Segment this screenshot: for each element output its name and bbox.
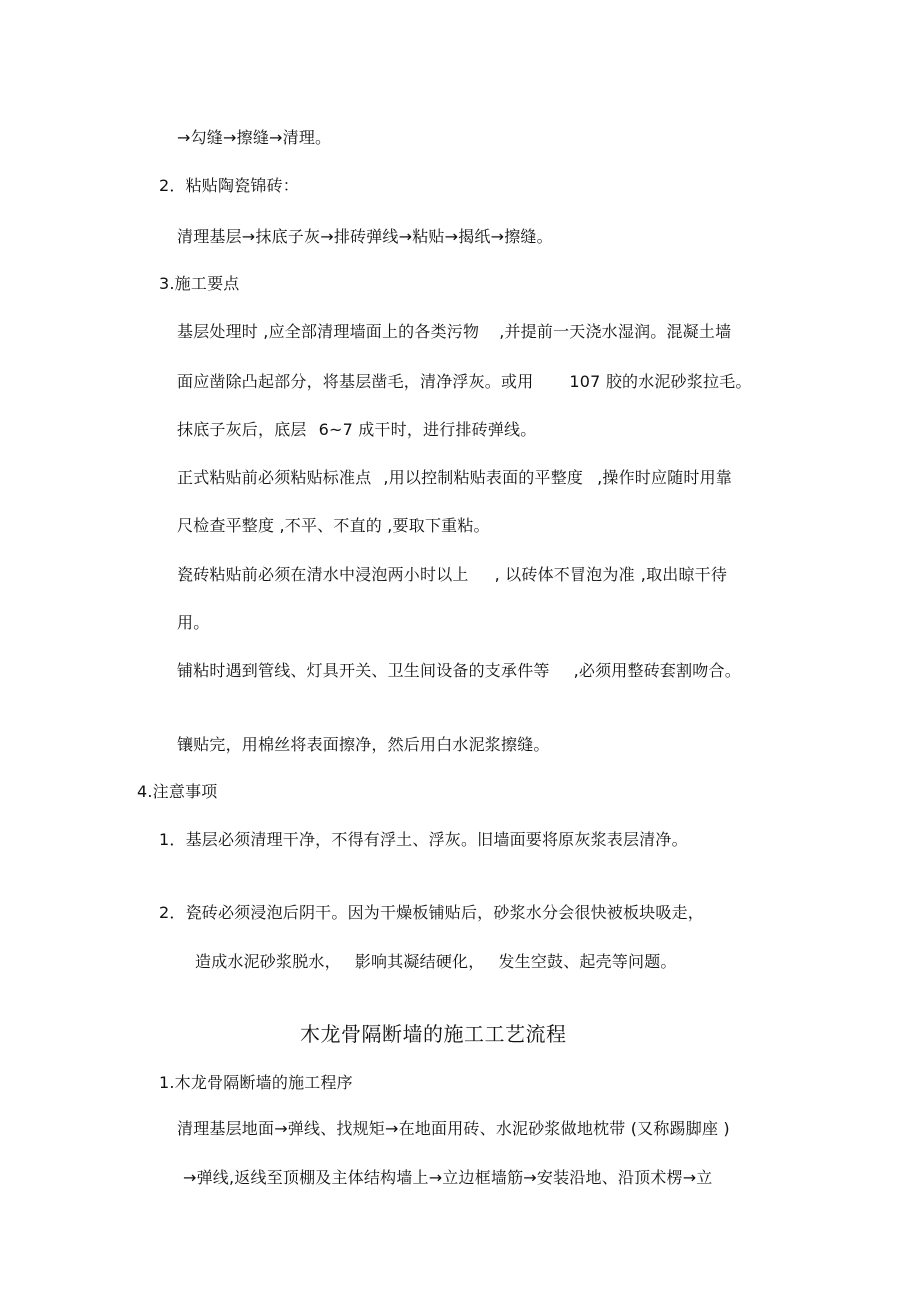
procedure-flow-line: 清理基层地面→弹线、找规矩→在地面用砖、水泥砂浆做地枕带 (又称踢脚座 ) [177, 1119, 730, 1138]
paragraph-line [177, 419, 536, 441]
item-2-flow: 清理基层→抹底子灰→排砖弹线→粘贴→揭纸→擦缝。 [177, 227, 553, 246]
text-segment: ,操作时应随时用靠 [597, 468, 732, 487]
text-segment: 瓷砖粘贴前必须在清水中浸泡两小时以上 [177, 565, 469, 584]
paragraph-line [177, 660, 741, 682]
procedure-flow-line: →弹线,返线至顶棚及主体结构墙上→立边框墙筋→安装沿地、沿顶术楞→立 [183, 1168, 713, 1187]
text-segment: 6~7 成干时，进行排砖弹线。 [318, 420, 537, 439]
section-title: 木龙骨隔断墙的施工工艺流程 [300, 1022, 567, 1046]
note-item-2-continuation [195, 951, 677, 973]
text-segment: 基层处理时 ,应全部清理墙面上的各类污物 [177, 322, 480, 341]
text-segment: ,用以控制粘贴表面的平整度 [383, 468, 584, 487]
flow-continuation-line: →勾缝→擦缝→清理。 [177, 128, 332, 147]
item-3-heading: 3.施工要点 [159, 274, 240, 293]
paragraph-line: 镶贴完，用棉丝将表面擦净，然后用白水泥浆擦缝。 [177, 735, 550, 754]
note-item-2: 2．瓷砖必须浸泡后阴干。因为干燥板铺贴后，砂浆水分会很快被板块吸走， [159, 903, 704, 922]
text-segment: 发生空鼓、起壳等问题。 [498, 952, 677, 971]
paragraph-line [177, 467, 732, 489]
note-item-1: 1．基层必须清理干净，不得有浮土、浮灰。旧墙面要将原灰浆表层清净。 [159, 830, 688, 849]
text-segment: 107 胶的水泥砂浆拉毛。 [569, 372, 752, 391]
text-segment: ,必须用整砖套割吻合。 [573, 661, 741, 680]
text-segment: 铺粘时遇到管线、灯具开关、卫生间设备的支承件等 [177, 661, 550, 680]
paragraph-line: 用。 [177, 613, 210, 632]
text-segment: 抹底子灰后，底层 [177, 420, 307, 439]
text-segment: 正式粘贴前必须粘贴标准点 [177, 468, 372, 487]
item-2-heading: 2．粘贴陶瓷锦砖： [159, 176, 299, 195]
text-segment: 影响其凝结硬化， [354, 952, 485, 971]
paragraph-line: 尺检查平整度 ,不平、不直的 ,要取下重粘。 [177, 516, 490, 535]
text-segment: 面应凿除凸起部分，将基层凿毛，清净浮灰。或用 [177, 372, 534, 391]
paragraph-line [177, 321, 731, 343]
procedure-heading: 1.木龙骨隔断墙的施工程序 [159, 1073, 353, 1092]
notes-heading: 4.注意事项 [137, 782, 218, 801]
text-segment: ,并提前一天浇水湿润。混凝土墙 [499, 322, 732, 341]
text-segment: ,取出晾干待 [640, 565, 728, 584]
text-segment: 造成水泥砂浆脱水， [195, 952, 341, 971]
text-segment: , 以砖体不冒泡为准 [494, 565, 635, 584]
paragraph-line [177, 564, 727, 586]
paragraph-line [177, 371, 752, 393]
